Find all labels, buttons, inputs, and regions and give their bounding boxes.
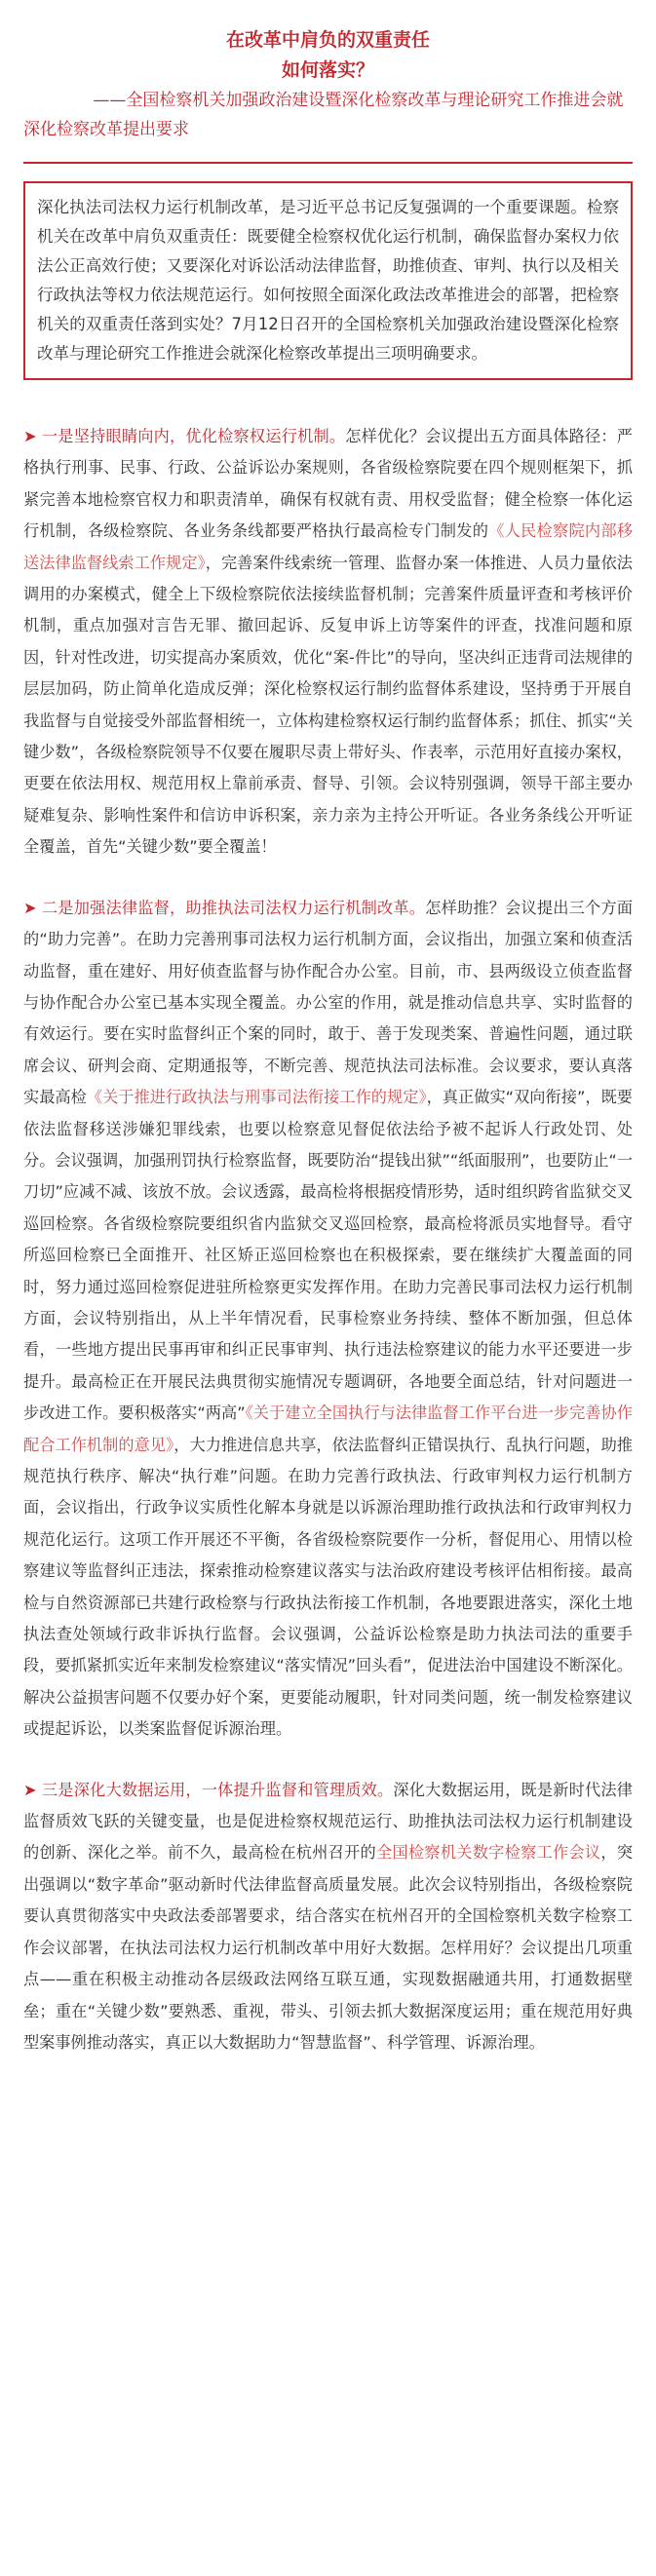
section-2 (23, 893, 633, 1746)
section-1-link-regulation[interactable]: 《人民检察院内部移送法律监督线索工作规定》 (23, 521, 634, 572)
article-title-line-2: 如何落实？ (281, 59, 374, 81)
section-2-link-regulation[interactable]: 《关于推进行政执法与刑事司法衔接工作的规定》 (86, 1088, 427, 1107)
intro-box: 深化执法司法权力运行机制改革，是习近平总书记反复强调的一个重要课题。检察机关在改革中肩负双重责任：既要健全检察权优化运行机制，确保监督办案权力依法公正高效行使；又要深化对诉讼活动法律监督，助推侦查、审判、执行以及相关行政执法等权力依法规范运行。如何按照全面深化政法改革推进会的部署，把检察机关的双重责任落到实处？7月12日召开的全国检察机关加强政治建设暨深化检察改革与理论研究工作推进会就深化检察改革提出三项明确要求。 (23, 181, 633, 380)
section-3-text-a: 深化大数据运用，既是新时代法律监督质效飞跃的关键变量，也是促进检察权规范运行、助推执法司法权力运行机制建设的创新、深化之举。前不久，最高检在杭州召开的 (23, 1780, 633, 1863)
arrow-marker-icon: ➤ (23, 427, 37, 445)
section-2-text-c: ，大力推进信息共享，依法监督纠正错误执行、乱执行问题，助推规范执行秩序、解决“执行难”问题。在助力完善行政执法、行政审判权力运行机制方面，会议指出，行政争议实质性化解本身就是以诉源治理助推行政执法和行政审判权力规范化运行。这项工作开展还不平衡，各省级检察院要作一分析，督促用心、用情以检察建议等监督纠正违法，探索推动检察建议落实与法治政府建设考核评估相衔接。最高检与自然资源部已共建行政检察与行政执法衔接工作机制，各地要跟进落实，深化土地执法查处领域行政非诉执行监督。会议强调，公益诉讼检察是助力执法司法的重要手段，要抓紧抓实近年来制发检察建议“落实情况”回头看”，促进法治中国建设不断深化。解决公益损害问题不仅要办好个案，更要能动履职，针对同类问题，统一制发检察建议或提起诉讼，以类案监督促诉源治理。 (23, 1435, 633, 1739)
section-1-text-a: 怎样优化？会议提出五方面具体路径：严格执行刑事、民事、行政、公益诉讼办案规则，各省级检察院要在四个规则框架下，抓紧完善本地检察官权力和职责清单，确保有权就有责、用权受监督；健全检察一体化运行机制，各级检察院、各业务条线都要严格执行最高检专门制发的 (23, 427, 633, 541)
arrow-marker-icon: ➤ (23, 1780, 37, 1799)
section-1-lead: 一是坚持眼睛向内，优化检察权运行机制。 (41, 427, 346, 445)
section-2-text-b: ，真正做实“双向衔接”，既要依法监督移送涉嫌犯罪线索，也要以检察意见督促依法给予被不起诉人行政处罚、处分。会议强调，加强刑罚执行检察监督，既要防治“提钱出狱”“纸面服刑”，也要防止“一刀切”应减不减、该放不放。会议透露，最高检将根据疫情形势，适时组织跨省监狱交叉巡回检察。各省级检察院要组织省内监狱交叉巡回检察，最高检将派员实地督导。看守所巡回检察已全面推开、社区矫正巡回检察也在积极探索，要在继续扩大覆盖面的同时，努力通过巡回检察促进驻所检察更实发挥作用。在助力完善民事司法权力运行机制方面，会议特别指出，从上半年情况看，民事检察业务持续、整体不断加强，但总体看，一些地方提出民事再审和纠正民事审判、执行违法检察建议的能力水平还要进一步提升。最高检正在开展民法典贯彻实施情况专题调研，各地要全面总结，针对问题进一步改进工作。要积极落实“两高” (23, 1088, 633, 1423)
section-2-text-a: 怎样助推？会议提出三个方面的“助力完善”。在助力完善刑事司法权力运行机制方面，会议指出，加强立案和侦查活动监督，重在建好、用好侦查监督与协作配合办公室。目前，市、县两级设立侦查监督与协作配合办公室已基本实现全覆盖。办公室的作用，就是推动信息共享、实时监督的有效运行。要在实时监督纠正个案的同时，敢于、善于发现类案、普遍性问题，通过联席会议、研判会商、定期通报等，不断完善、规范执法司法标准。会议要求，要认真落实最高检 (23, 898, 634, 1107)
section-1-text-b: ，完善案件线索统一管理、监督办案一体推进、人员力量依法调用的办案模式，健全上下级检察院依法接续监督机制；完善案件质量评查和考核评价机制，重点加强对言告无罪、撤回起诉、反复申诉上访等案件的评查，找准问题和原因，针对性改进，切实提高办案质效，优化“案-件比”的导向，坚决纠正违背司法规律的层层加码，防止简单化造成反弹；深化检察权运行制约监督体系建设，坚持勇于开展自我监督与自觉接受外部监督相统一，立体构建检察权运行制约监督体系；抓住、抓实“关键少数”，各级检察院领导不仅要在履职尽责上带好头、作表率，示范用好直接办案权，更要在依法用权、规范用权上靠前承责、督导、引领。会议特别强调，领导干部主要办疑难复杂、影响性案件和信访申诉积案，亲力亲为主持公开听证。各业务条线公开听证全覆盖，首先“关键少数”要全覆盖！ (23, 553, 633, 857)
article-subtitle: ——全国检察机关加强政治建设暨深化检察改革与理论研究工作推进会就深化检察改革提出要求 (23, 91, 624, 139)
section-3-lead: 三是深化大数据运用，一体提升监督和管理质效。 (41, 1780, 394, 1799)
article-title-line-1: 在改革中肩负的双重责任 (225, 29, 430, 51)
section-3-link-conference[interactable]: 全国检察机关数字检察工作会议 (376, 1843, 601, 1863)
section-3-text-b: ，突出强调以“数字革命”驱动新时代法律监督高质量发展。此次会议特别指出，各级检察院要认真贯彻落实中央政法委部署要求，结合落实在杭州召开的全国检察机关数字检察工作会议部署，在执法司法权力运行机制改革中用好大数据。怎样用好？会议提出几项重点——重在积极主动推动各层级政法网络互联互通，实现数据融通共用，打通数据壁垒；重在“关键少数”要熟悉、重视，带头、引领去抓大数据深度运用；重在规范用好典型案事例推动落实，真正以大数据助力“智慧监督”、科学管理、诉源治理。 (23, 1843, 634, 2052)
section-3 (23, 1775, 633, 2059)
arrow-marker-icon: ➤ (23, 898, 37, 917)
section-1 (23, 421, 633, 864)
article-header (23, 0, 633, 144)
header-divider (23, 162, 633, 164)
section-2-link-opinion[interactable]: 《关于建立全国执行与法律监督工作平台进一步完善协作配合工作机制的意见》 (23, 1403, 633, 1454)
section-2-lead: 二是加强法律监督，助推执法司法权力运行机制改革。 (41, 898, 426, 917)
